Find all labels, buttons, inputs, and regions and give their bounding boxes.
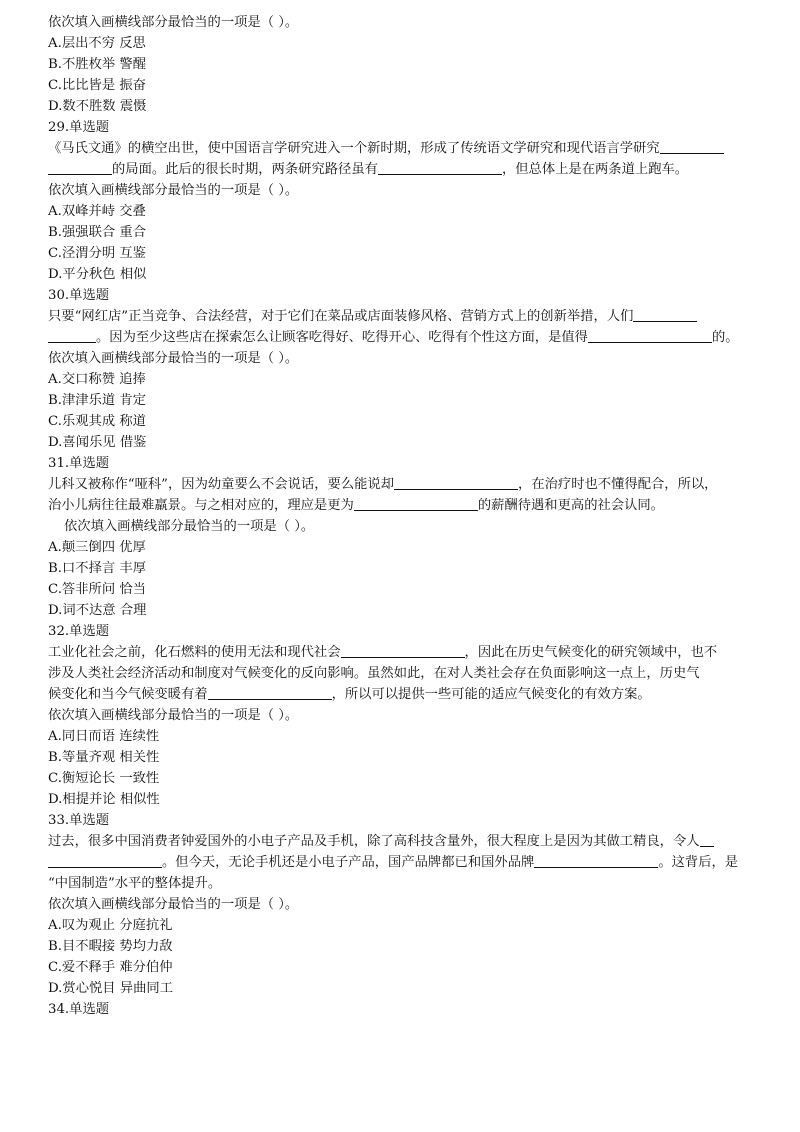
q33-stem-line-2 — [48, 852, 760, 873]
q30-option-d: D.喜闻乐见 借鉴 — [48, 435, 147, 450]
q32-stem-text-5: ，所以可以提供一些可能的适应气候变化的有效方案。 — [331, 687, 651, 702]
q29-stem-line-1 — [48, 138, 760, 159]
q30-prompt: 依次填入画横线部分最恰当的一项是（ ）。 — [48, 351, 299, 366]
q30-title: 30.单选题 — [48, 288, 110, 303]
q28-option-c: C.比比皆是 振奋 — [48, 78, 146, 93]
q29-option-c: C.泾渭分明 互鉴 — [48, 246, 146, 261]
q31-blank-1 — [394, 475, 518, 490]
q33-stem-text-3: 。这背后，是 — [658, 855, 739, 870]
q33-blank-1-cont — [48, 853, 162, 868]
q32-stem-line-1 — [48, 642, 760, 663]
q33-stem-text-2: 。但今天，无论手机还是小电子产品，国产品牌都已和国外品牌 — [162, 855, 535, 870]
q32-stem-text-2: ，因此在历史气候变化的研究领域中，也不 — [464, 645, 718, 660]
q32-stem-line-3 — [48, 684, 760, 705]
q32-title: 32.单选题 — [48, 624, 110, 639]
q30-stem-line-2 — [48, 327, 760, 348]
q32-prompt: 依次填入画横线部分最恰当的一项是（ ）。 — [48, 708, 299, 723]
q30-stem-text-2: 。因为至少这些店在探索怎么让顾客吃得好、吃得开心、吃得有个性这方面，是值得 — [96, 330, 588, 345]
q30-option-b: B.津津乐道 肯定 — [48, 393, 147, 408]
q29-option-a: A.双峰并峙 交叠 — [48, 204, 146, 219]
q34-title: 34.单选题 — [48, 1002, 110, 1017]
q32-stem-text-4: 候变化和当今气候变暖有着 — [48, 687, 208, 702]
q31-stem-text-2: ，在治疗时也不懂得配合，所以， — [518, 477, 718, 492]
q31-title: 31.单选题 — [48, 456, 110, 471]
q33-blank-2 — [534, 853, 658, 868]
q29-option-d: D.平分秋色 相似 — [48, 267, 147, 282]
q28-prompt: 依次填入画横线部分最恰当的一项是（ ）。 — [48, 15, 299, 30]
q30-blank-1 — [633, 307, 697, 322]
q29-stem-text-3: ，但总体上是在两条道上跑车。 — [501, 162, 689, 177]
q32-blank-2 — [208, 685, 332, 700]
q31-blank-2 — [354, 496, 478, 511]
q32-option-b: B.等量齐观 相关性 — [48, 750, 160, 765]
q31-stem-text-1: 儿科又被称作“哑科”，因为幼童要么不会说话，要么能说却 — [48, 477, 395, 492]
q30-stem-text-1: 只要“网红店”正当竞争、合法经营，对于它们在菜品或店面装修风格、营销方式上的创新举措，人们 — [48, 309, 634, 324]
q29-stem-text-1: 《马氏文通》的横空出世，使中国语言学研究进入一个新时期，形成了传统语文学研究和现代语言学研究 — [48, 141, 660, 156]
q30-option-c: C.乐观其成 称道 — [48, 414, 146, 429]
q29-blank-2 — [378, 160, 502, 175]
q33-prompt: 依次填入画横线部分最恰当的一项是（ ）。 — [48, 897, 299, 912]
q32-stem-line-2: 涉及人类社会经济活动和制度对气候变化的反向影响。虽然如此，在对人类社会存在负面影响这一点上，历史气 — [48, 666, 700, 681]
q32-option-d: D.相提并论 相似性 — [48, 792, 160, 807]
q29-title: 29.单选题 — [48, 120, 110, 135]
exam-page — [48, 12, 760, 1020]
q31-option-d: D.词不达意 合理 — [48, 603, 147, 618]
q33-title: 33.单选题 — [48, 813, 110, 828]
q31-stem-text-3: 治小儿病往往最难羸景。与之相对应的，理应是更为 — [48, 498, 354, 513]
q32-option-c: C.衡短论长 一致性 — [48, 771, 160, 786]
q33-stem-line-3: “中国制造”水平的整体提升。 — [48, 876, 222, 891]
q29-prompt: 依次填入画横线部分最恰当的一项是（ ）。 — [48, 183, 299, 198]
q32-stem-text-1: 工业化社会之前，化石燃料的使用无法和现代社会 — [48, 645, 341, 660]
q33-option-b: B.目不暇接 势均力敌 — [48, 939, 173, 954]
q29-blank-1-cont — [48, 160, 112, 175]
q33-stem-text-1: 过去，很多中国消费者钟爱国外的小电子产品及手机，除了高科技含量外，很大程度上是因为其做工精良，令人 — [48, 834, 700, 849]
q31-option-a: A.颠三倒四 优厚 — [48, 540, 146, 555]
q33-option-d: D.赏心悦目 异曲同工 — [48, 981, 174, 996]
q28-option-b: B.不胜枚举 警醒 — [48, 57, 147, 72]
q29-stem-line-2 — [48, 159, 760, 180]
q31-stem-line-2 — [48, 495, 760, 516]
q32-blank-1 — [341, 643, 465, 658]
q31-prompt: 依次填入画横线部分最恰当的一项是（ ）。 — [64, 519, 315, 534]
q29-stem-text-2: 的局面。此后的很长时期，两条研究路径虽有 — [112, 162, 378, 177]
q30-option-a: A.交口称赞 追捧 — [48, 372, 146, 387]
q33-option-a: A.叹为观止 分庭抗礼 — [48, 918, 173, 933]
q33-stem-line-1 — [48, 831, 760, 852]
q33-blank-1 — [700, 832, 714, 847]
q33-option-c: C.爱不释手 难分伯仲 — [48, 960, 173, 975]
q30-stem-line-1 — [48, 306, 760, 327]
q29-blank-1 — [660, 139, 724, 154]
q31-option-b: B.口不择言 丰厚 — [48, 561, 147, 576]
q31-stem-line-1 — [48, 474, 760, 495]
q30-blank-1-cont — [48, 328, 96, 343]
q28-option-d: D.数不胜数 震慑 — [48, 99, 147, 114]
q29-option-b: B.强强联合 重合 — [48, 225, 147, 240]
q30-blank-2 — [588, 328, 712, 343]
q28-option-a: A.层出不穷 反思 — [48, 36, 146, 51]
q31-option-c: C.答非所问 恰当 — [48, 582, 146, 597]
q31-stem-text-4: 的薪酬待遇和更高的社会认同。 — [477, 498, 664, 513]
q32-option-a: A.同日而语 连续性 — [48, 729, 160, 744]
q30-stem-text-3: 的。 — [711, 330, 739, 345]
